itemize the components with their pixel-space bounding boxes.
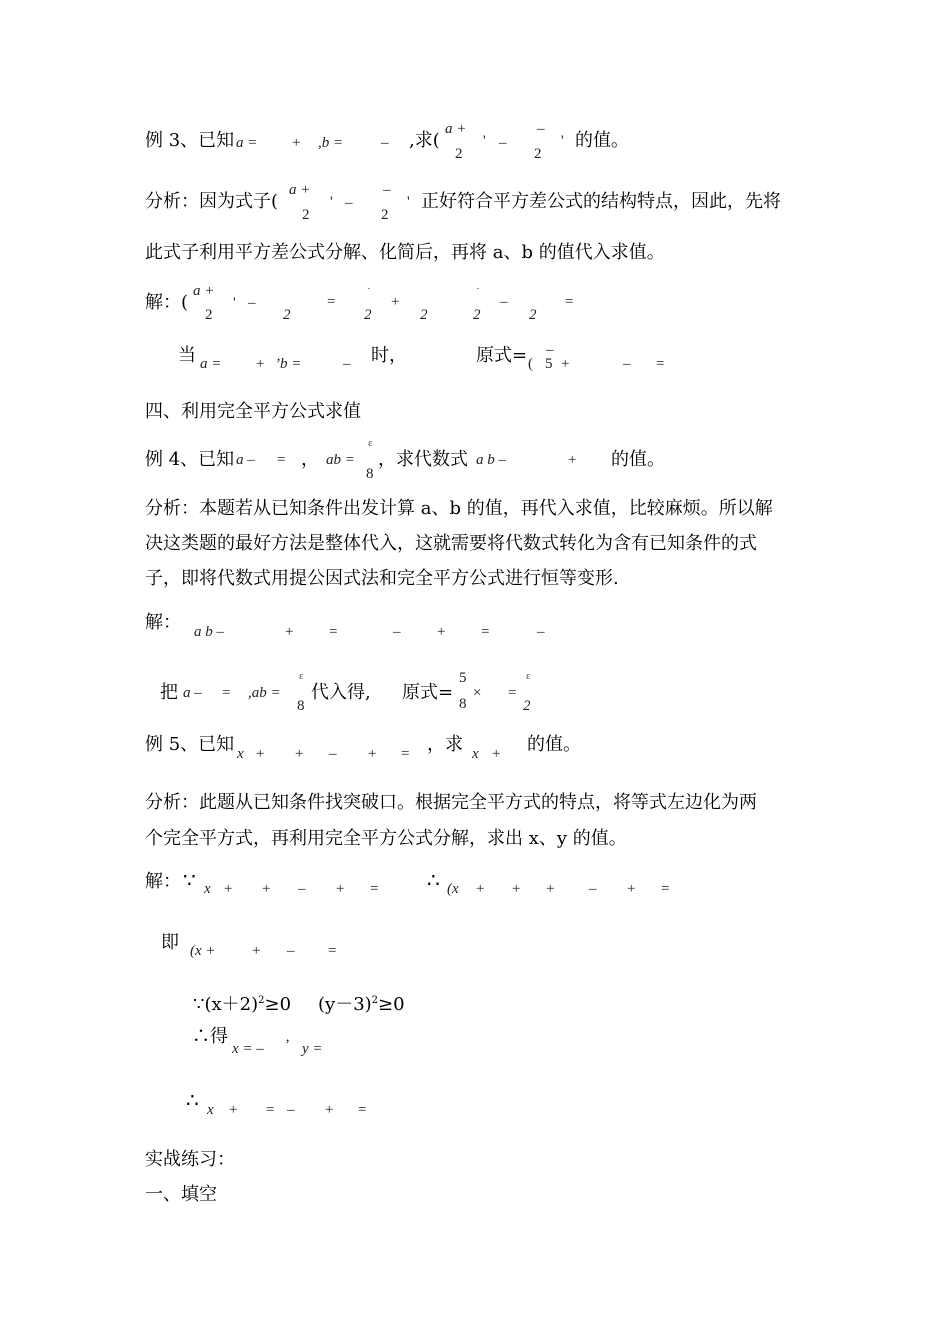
sol3-x2: x [207, 1102, 214, 1118]
sol1-plus3: + [561, 356, 570, 372]
sol3-eq5: = [358, 1102, 367, 1118]
sol3-eq4: = [266, 1102, 275, 1118]
sol1-minus3: – [623, 356, 631, 372]
ana3-line1: 分析：此题从已知条件找突破口。根据完全平方式的特点，将等式左边化为两 [145, 792, 757, 813]
sol3-therefore: ∴ [427, 868, 440, 892]
sol1-den3: 2 [420, 307, 428, 323]
sol2-ab-eq: ,ab = [248, 685, 281, 701]
sol2-eight2: 8 [459, 696, 467, 712]
sol2-plus2: + [437, 624, 446, 640]
sol3-plus6: + [546, 881, 555, 897]
practice-title: 实战练习： [145, 1149, 235, 1170]
sol2-sub: 代入得, [311, 682, 371, 703]
sol3-x-eq: x = – [232, 1041, 264, 1057]
ex5-ask: ，求 [427, 734, 463, 755]
sol3-ineq2-sq: 2 [371, 995, 379, 1006]
sol3-eq1: = [370, 881, 379, 897]
ana1-lead: 分析：因为式子( [145, 191, 279, 212]
sol2-two: 2 [523, 698, 531, 714]
sol1-dash: – [248, 295, 256, 311]
ex5-plus2: + [295, 746, 304, 762]
sol3-eq2: = [661, 881, 670, 897]
sol3-px-plus: (x + [190, 943, 216, 959]
sol3-y-eq: y = [302, 1041, 323, 1057]
sol1-frac-den: 2 [205, 307, 213, 323]
ex5-plus1: + [256, 746, 265, 762]
sol3-paren-x: (x [447, 881, 459, 897]
sol3-because: ∵ [183, 868, 196, 892]
sol2-put: 把 [160, 682, 178, 703]
ex5-minus: – [329, 746, 337, 762]
sol1-result: 原式= [476, 345, 528, 366]
sol2-expr: a b – [194, 624, 224, 640]
ex5-x: x [237, 746, 244, 762]
sol1-tick: ' [233, 295, 236, 311]
sol1-label: 解：( [145, 292, 189, 313]
sol3-plus10: + [325, 1102, 334, 1118]
ex3-of-value: 的值。 [575, 130, 629, 151]
sol3-minus1: – [298, 881, 306, 897]
ana1-rest: 正好符合平方差公式的结构特点，因此，先将 [421, 191, 781, 212]
ana1-frac-num: a + [289, 182, 311, 198]
sol1-paren: ( [528, 356, 533, 372]
ex5-of-value: 的值。 [527, 734, 581, 755]
sol1-b-eq: ’b = [275, 356, 302, 372]
ex5-plus4: + [492, 746, 501, 762]
sol2-eps2: ε [526, 670, 531, 682]
ex5-prefix: 例 5、已知 [145, 734, 235, 755]
ex3-prefix: 例 3、已知 [145, 130, 235, 151]
sol3-ineq2-ge: ≥0 [378, 994, 405, 1015]
sol3-eq3: = [328, 943, 337, 959]
section4-heading: 四、利用完全平方公式求值 [145, 401, 361, 422]
sol1-eq2: = [565, 294, 574, 310]
ex3-tick: ' [483, 133, 486, 149]
sol2-label: 解： [145, 612, 181, 633]
sol1-eq3: = [656, 356, 665, 372]
ex4-comma: ， [301, 449, 319, 470]
ex3-frac2-bar: – [537, 121, 545, 137]
sol2-eq1: = [329, 624, 338, 640]
ex3-frac-den: 2 [455, 146, 463, 162]
sol3-minus4: – [287, 1102, 295, 1118]
sol1-eq1: = [327, 294, 336, 310]
sol1-five: 5 [545, 356, 553, 372]
sol3-plus2: + [262, 881, 271, 897]
ana2-line1: 分析：本题若从已知条件出发计算 a、b 的值，再代入求值，比较麻烦。所以解 [145, 498, 773, 519]
ana2-line2: 决这类题的最好方法是整体代入，这就需要将代数式转化为含有已知条件的式 [145, 533, 757, 554]
ex3-frac-num: a + [445, 121, 467, 137]
sol3-comma: ’ [285, 1037, 290, 1053]
sol2-minus1: – [393, 624, 401, 640]
ex5-plus3: + [368, 746, 377, 762]
sol3-plus3: + [336, 881, 345, 897]
ex4-eight: 8 [366, 466, 374, 482]
sol3-ineq1-sq: 2 [258, 995, 265, 1006]
ex4-eq: = [277, 452, 286, 468]
sol2-minus2: – [537, 624, 545, 640]
ana1-line2: 此式子利用平方差公式分解、化简后，再将 a、b 的值代入求值。 [145, 242, 665, 263]
sol2-result: 原式= [402, 682, 454, 703]
sol2-plus1: + [285, 624, 294, 640]
sol2-a-minus: a – [183, 685, 202, 701]
sol1-moment: 时， [371, 345, 407, 366]
sol3-ineq1-ge: ≥0 [264, 994, 292, 1015]
ex4-a-minus: a – [236, 452, 255, 468]
sol1-dot1: · [367, 283, 371, 295]
sol1-plus: + [391, 294, 400, 310]
ana1-dash: – [345, 195, 353, 211]
sol3-therefore2: ∴ [186, 1088, 199, 1112]
sol1-sqrt-bar: – [546, 342, 554, 358]
ex3-ask: ,求( [409, 130, 440, 151]
sol3-plus1: + [224, 881, 233, 897]
sol3-ineq1-base: ∵(x＋2) [193, 994, 259, 1015]
sol3-ineq1 [193, 989, 291, 1017]
sol3-de: ∴得 [192, 1026, 228, 1047]
ex3-a-eq: a = [236, 135, 258, 151]
ana1-frac-den: 2 [302, 207, 310, 223]
sol1-den2: 2 [364, 307, 372, 323]
sol2-times: × [473, 685, 482, 701]
ana1-frac2-den: 2 [381, 207, 389, 223]
ex3-b-eq: ,b = [318, 135, 344, 151]
ana3-line2: 个完全平方式，再利用完全平方公式分解，求出 x、y 的值。 [145, 828, 627, 849]
sol3-plus8: + [252, 943, 261, 959]
practice-sub: 一、填空 [145, 1184, 217, 1205]
ana1-frac2-bar: – [383, 182, 391, 198]
sol3-minus2: – [589, 881, 597, 897]
sol1-minus: – [500, 294, 508, 310]
ex3-frac2-den: 2 [534, 146, 542, 162]
sol3-ineq2-base: (y－3) [318, 994, 372, 1015]
ex3-dash: – [499, 135, 507, 151]
sol2-eps: ε [299, 670, 304, 682]
sol1-dot2: · [476, 283, 480, 295]
sol1-plus2: + [256, 356, 265, 372]
sol3-label: 解： [145, 871, 181, 892]
sol1-frac-num: a + [193, 283, 215, 299]
sol2-eq2: = [481, 624, 490, 640]
sol1-minus2: – [343, 356, 351, 372]
sol2-eq4: = [508, 685, 517, 701]
sol1-den5: 2 [529, 307, 537, 323]
sol3-ji: 即 [161, 932, 179, 953]
ex4-of-value: 的值。 [611, 449, 665, 470]
ex3-minus: – [381, 135, 389, 151]
ex4-eps: ε [368, 437, 373, 449]
sol2-eight: 8 [297, 698, 305, 714]
sol1-den4: 2 [473, 307, 481, 323]
sol3-minus3: – [287, 943, 295, 959]
ex3-tick2: ' [561, 133, 564, 149]
sol3-plus5: + [512, 881, 521, 897]
ex5-x2: x [472, 746, 479, 762]
sol2-eq3: = [222, 685, 231, 701]
sol3-plus9: + [229, 1102, 238, 1118]
ex4-ab-eq: ab = [326, 452, 355, 468]
sol1-a-eq: a = [200, 356, 222, 372]
ex4-expr: a b – [476, 452, 506, 468]
sol3-ineq2 [318, 989, 405, 1017]
ex3-plus: + [292, 135, 301, 151]
sol3-x: x [204, 881, 211, 897]
ana2-line3: 子，即将代数式用提公因式法和完全平方公式进行恒等变形. [145, 568, 619, 589]
sol3-plus4: + [476, 881, 485, 897]
sol2-five: 5 [459, 670, 467, 686]
ana1-tick: ' [330, 194, 333, 210]
ex4-prefix: 例 4、已知 [145, 449, 235, 470]
ana1-tick2: ' [407, 194, 410, 210]
sol1-when: 当 [178, 345, 196, 366]
ex5-eq: = [401, 746, 410, 762]
sol3-plus7: + [627, 881, 636, 897]
ex4-ask: ，求代数式 [378, 449, 468, 470]
sol1-den1: 2 [283, 307, 291, 323]
ex4-plus: + [568, 452, 577, 468]
